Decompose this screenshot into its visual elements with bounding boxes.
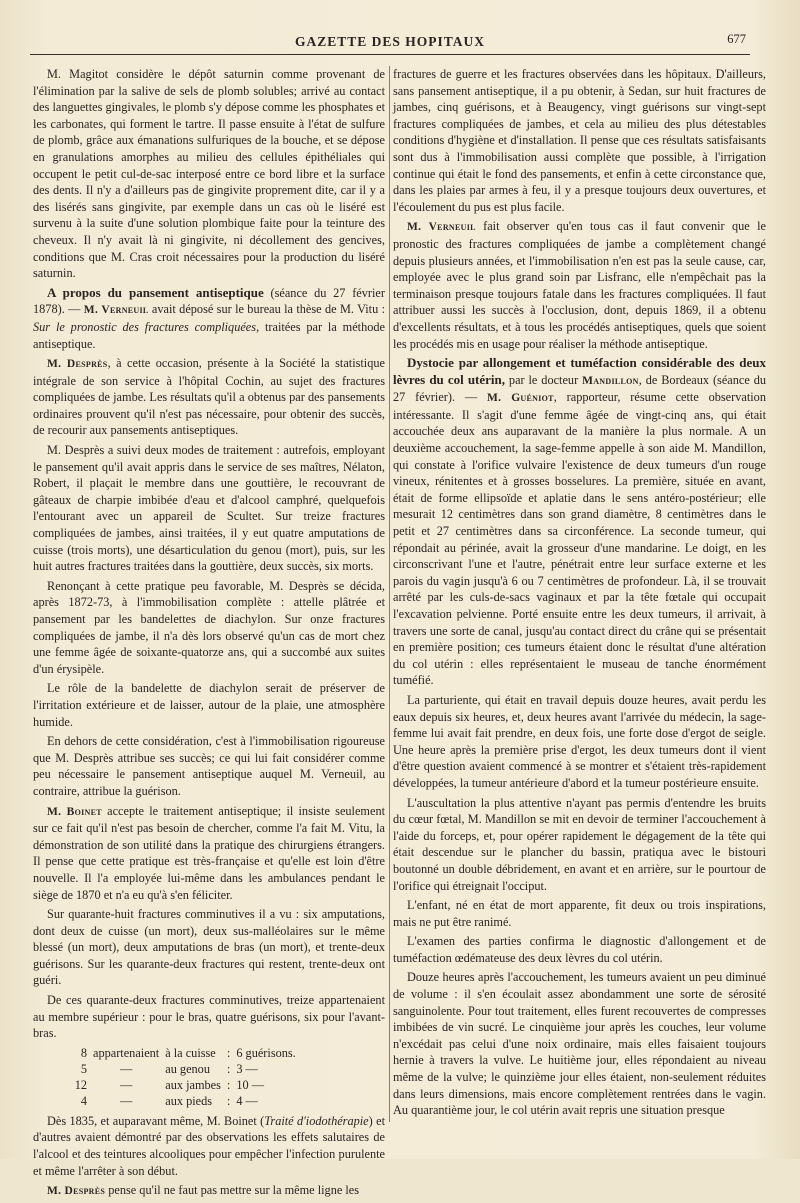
text-span: fait observer qu'en tous cas il faut convenir que le pronostic des fractures compliquées de jambe a complètement changé depuis plusieurs années, et l'immobilisation n'en est pas la seule cause, car, employée avec le plus grand soin par Lisfranc, elle n'empêchait pas la terminaison presque toujours fatale dans les fractures compliquées. Il faut attribuer aussi les succès à l'occlusion, dont, depuis 1869, il a obtenu d'excellents résultats, et à tous les procédés antiseptiques, quels que soient les procédés mis en usage pour réaliser la méthode antiseptique. xyxy=(393,219,766,351)
thesis-title: Sur le pronostic des fractures compliquées xyxy=(33,319,257,334)
paragraph: Renonçant à cette pratique peu favorable, M. Desprès se décida, après 1872-73, à l'immobilisation complète : attelle plâtrée et pansement par les bandelettes de diachylon. Sur onze fractures compliquées de jambe, il n'a dès lors observé qu'un cas de mort chez une femme âgée de soixante-quatorze ans, qui a succombé aux suites d'un érysipèle. xyxy=(33,578,385,676)
page-header xyxy=(30,28,750,55)
text-span: avait déposé sur le bureau la thèse de M. Vitu : xyxy=(148,302,385,317)
author-name: Mandillon xyxy=(582,374,639,387)
table-cell: aux jambes xyxy=(165,1077,221,1092)
speaker-name: M. Verneuil xyxy=(407,221,476,234)
paragraph xyxy=(33,355,385,439)
table-cell: au genou xyxy=(165,1061,210,1076)
book-title: Traité d'iodothérapie xyxy=(264,1113,369,1128)
paragraph xyxy=(33,1182,385,1200)
text-span: Dès 1835, et auparavant même, M. Boinet ( xyxy=(47,1113,265,1128)
journal-title: GAZETTE DES HOPITAUX xyxy=(294,34,486,49)
text-span: , rapporteur, résume cette observation intéressante. Il s'agit d'une femme âgée de vingt-cinq ans, qui était accouchée deux ans auparavant de la manière la plus normale. A un deuxième accouchement, la sage-femme appelle à son aide M. Mandillon, qui constate à l'orifice vulvaire l'existence de deux tumeurs d'un rouge vineux, rénitentes et à grosses bosselures. La première, située en avant, était de forme ellipsoïde et aplatie dans le sens antéro-postérieur; elle mesurait 12 centimètres dans son grand diamètre, 8 centimètres dans le petit et 27 centimètres dans sa circonférence. La seconde tumeur, qui répondait au périnée, avait la grosseur d'une mandarine. Le doigt, en les circonscrivant l'une et l'autre, pénétrait entre leur surface externe et les parois du vagin jusqu'à 6 ou 7 centimètres de profondeur. Là, il se trouvait arrêté par les culs-de-sacs vaginaux et par la tête fœtale qui occupait l'excavation pelvienne. Porté ensuite entre les deux tumeurs, il arrivait, à travers une sorte de canal, jusqu'au contact direct du crâne qui se présentait en première position; ces tumeurs étaient donc le résultat d'une altération du col utérin : elles représentaient le museau de tanche énormément tuméfié. xyxy=(393,390,766,688)
table-cell: 5 xyxy=(80,1061,87,1076)
text-span: (séance du 27 février 1878). — xyxy=(33,285,385,317)
text-span: accepte le traitement antiseptique; il insiste seulement sur ce fait qu'il n'est pas besoin de chercher, comme l'a fait M. Vitu, la démonstration de son utilité dans la pratique des chirurgiens étrangers. Il pense que cette pratique est très-française et qu'elle est loin d'être nouvelle. Il l'a employée lui-même dans les ambulances pendant le siège de 1870 et n'a eu qu'à s'en féliciter. xyxy=(33,803,386,902)
paragraph: M. Magitot considère le dépôt saturnin comme provenant de l'élimination par la salive de sels de plomb solubles; arrivé au contact des languettes gingivales, le plomb s'y dépose comme les phosphates et les carbonates, qui forment le tartre. Il passe ensuite à l'état de sulfure de plomb, grâce aux émanations sulfuriques de la bouche, et se dépose en granulations amorphes au milieu des cellules épithéliales qui occupent le petit cul-de-sac interposé entre ce bord libre et la surface des dents. Il n'y a d'ailleurs pas de gingivite proprement dite, car il y a des lisérés sans gingivite, par exemple dans un cas où le liséré est survenu à la suite d'une solution plombique faite pour la teinture des cheveux. Il n'y avait là ni gingivite, ni décollement des gencives, conditions que M. Cras croit nécessaires pour la production du liséré saturnin. xyxy=(33,67,385,281)
speaker-name: M. Desprès xyxy=(47,358,108,371)
paragraph: Douze heures après l'accouchement, les tumeurs avaient un peu diminué de volume : il s'en écoulait assez abondamment une sorte de sérosité sanguinolente. Pour tout traitement, elles furent recouvertes de compresses imbibées de vin sucré. Le cinquième jour après les couches, leur volume n'excédait pas celui d'une noix ordinaire, mais elles faisaient toujours hernie à travers la vulve. Le huitième jour, elles répondaient au niveau même de la vulve; le quinzième jour elles étaient, non-seulement réduites dans leurs dimensions, mais encore complètement rentrées dans le vagin. Au quarantième jour, le col utérin avait repris une situation presque xyxy=(393,970,766,1118)
table-cell: — xyxy=(119,1093,133,1108)
paragraph: L'examen des parties confirma le diagnostic d'allongement et de tuméfaction œdémateuse des deux lèvres du col utérin. xyxy=(393,934,766,965)
speaker-name: M. Boinet xyxy=(47,805,102,818)
text-span: par le docteur xyxy=(505,372,583,387)
table-cell: 12 xyxy=(74,1077,87,1092)
text-span: pense qu'il ne faut pas mettre sur la même ligne les xyxy=(105,1183,360,1198)
table-row xyxy=(73,1093,302,1109)
column-divider xyxy=(389,66,390,1122)
paragraph: L'enfant, né en état de mort apparente, fit deux ou trois inspirations, mais ne put être ranimé. xyxy=(393,898,766,929)
speaker-name: M. Guéniot xyxy=(486,392,554,405)
table-row xyxy=(73,1077,302,1093)
table-cell: : xyxy=(226,1061,231,1076)
right-column xyxy=(393,66,766,1122)
paragraph: L'auscultation la plus attentive n'ayant pas permis d'entendre les bruits du cœur fœtal, M. Mandillon se mit en devoir de terminer l'accouchement à l'aide du forceps, et, pour opérer rapidement le dégagement de la tête qui était descendue sur le plancher du bassin, pratiqua avec le bistouri boutonné un double débridement, en avant et en arrière, sur le pourtour de l'orifice qui étreignait l'occiput. xyxy=(393,795,766,893)
speaker-name: M. Verneuil xyxy=(83,304,149,317)
text-span: ) et d'autres avaient démontré par des observations les effets salutaires de l'alcool et des teintures alcooliques pour empêcher l'infection purulente et même l'arrêter à son début. xyxy=(33,1113,385,1178)
paragraph xyxy=(33,1113,385,1179)
table-cell: à la cuisse xyxy=(165,1045,216,1060)
table-cell: — xyxy=(119,1061,133,1076)
section-title: Dystocie par allongement et tuméfaction considérable des deux lèvres du col utérin, xyxy=(393,355,766,387)
paragraph: Sur quarante-huit fractures comminutives il a vu : six amputations, dont deux de cuisse (un mort), deux sus-malléolaires sur le même blessé (un mort), deux amputations de bras (un mort), et trente-deux guérisons. Sur les quarante-deux fractures qui restent, trente-deux ont guéri. xyxy=(33,907,385,988)
table-cell: : xyxy=(226,1093,231,1108)
table-cell: : xyxy=(226,1077,231,1092)
paragraph xyxy=(33,803,385,904)
text-span: , de Bordeaux (séance du 27 février). — xyxy=(393,372,766,405)
table-cell: 4 xyxy=(80,1093,87,1108)
table-cell: aux pieds xyxy=(165,1093,213,1108)
table-cell: 6 guérisons. xyxy=(236,1045,296,1060)
left-column xyxy=(33,66,385,1203)
paragraph xyxy=(393,355,766,689)
paragraph: Le rôle de la bandelette de diachylon serait de préserver de l'irritation extérieure et de laisser, autour de la plaie, une atmosphère humide. xyxy=(33,681,385,729)
paragraph xyxy=(33,285,385,352)
table-cell: 4 — xyxy=(236,1093,258,1108)
table-cell: 8 xyxy=(80,1045,87,1060)
paragraph xyxy=(393,218,766,352)
paragraph: De ces quarante-deux fractures comminutives, treize appartenaient au membre supérieur : pour le bras, quatre guérisons, six pour l'avant-bras. xyxy=(33,993,385,1041)
text-span: , traitées par la méthode antiseptique. xyxy=(33,319,385,351)
text-span: , à cette occasion, présente à la Société la statistique intégrale de son service à l'hôpital Cochin, au sujet des fractures compliquées de jambe. Les résultats qu'il a obtenus par des pansements ordinaires prouvent qu'il n'est pas nécessaire, pour obtenir des succès, de recourir aux pansements antiseptiques. xyxy=(33,356,385,438)
table-row xyxy=(73,1045,302,1061)
paragraph: M. Desprès a suivi deux modes de traitement : autrefois, employant le pansement qu'il avait appris dans le service de ses maîtres, Nélaton, Robert, il plaçait le membre dans une gouttière, le recouvrant de gâteaux de charpie imbibée d'eau et d'alcool camphré, quelquefois l'entourant avec un appareil de Scultet. Sur treize fractures compliquées de jambes, ainsi traitées, il y eut quatre amputations de cuisse (trois morts), une désarticulation du genou (mort), puis, sur les huit autres fractures traitées dans la gouttière, deux succès, six morts. xyxy=(33,443,385,574)
table-row xyxy=(73,1061,302,1077)
paragraph: En dehors de cette considération, c'est à l'immobilisation rigoureuse que M. Desprès attribue ses succès; ce qui lui fait considérer comme peu nécessaire le pansement antiseptique auquel M. Verneuil, au contraire, attribue la guérison. xyxy=(33,734,385,798)
section-title: A propos du pansement antiseptique xyxy=(47,284,264,300)
speaker-name: M. Desprès xyxy=(47,1185,106,1198)
paragraph: fractures de guerre et les fractures observées dans les hôpitaux. D'ailleurs, sans pansement antiseptique, il a pu obtenir, à Sedan, sur huit fractures de jambes, cinq guérisons, et à Beaugency, vingt guérisons sur vingt-sept fractures compliquées de jambes, et cela au milieu des plus détestables conditions d'hygiène et d'installation. Il pense que ces résultats satisfaisants sont dus à l'immobilisation aussi complète que possible, à l'irrigation continue qui était le fond des pansements, et enfin à cette circonstance que, dans les plaies par armes à feu, il y a presque toujours deux ouvertures, et l'écoulement du pus est plus facile. xyxy=(393,67,766,214)
paragraph: La parturiente, qui était en travail depuis douze heures, avait perdu les eaux depuis six heures, et, deux heures avant l'arrivée du médecin, la sage-femme lui avait fait prendre, en deux fois, une forte dose d'ergot de seigle. Une heure après la première prise d'ergot, les deux tumeurs dont il vient d'être question avaient commencé à se montrer et s'étaient très-rapidement développées, la tumeur antérieure d'abord et la tumeur postérieure ensuite. xyxy=(393,692,766,790)
fracture-stats-table xyxy=(73,1045,302,1109)
table-cell: — xyxy=(119,1077,133,1092)
table-cell: 10 — xyxy=(236,1077,264,1092)
table-cell: : xyxy=(226,1045,231,1060)
page-number: 677 xyxy=(727,32,746,46)
table-cell: 3 — xyxy=(236,1061,258,1076)
table-cell: appartenaient xyxy=(93,1045,160,1060)
